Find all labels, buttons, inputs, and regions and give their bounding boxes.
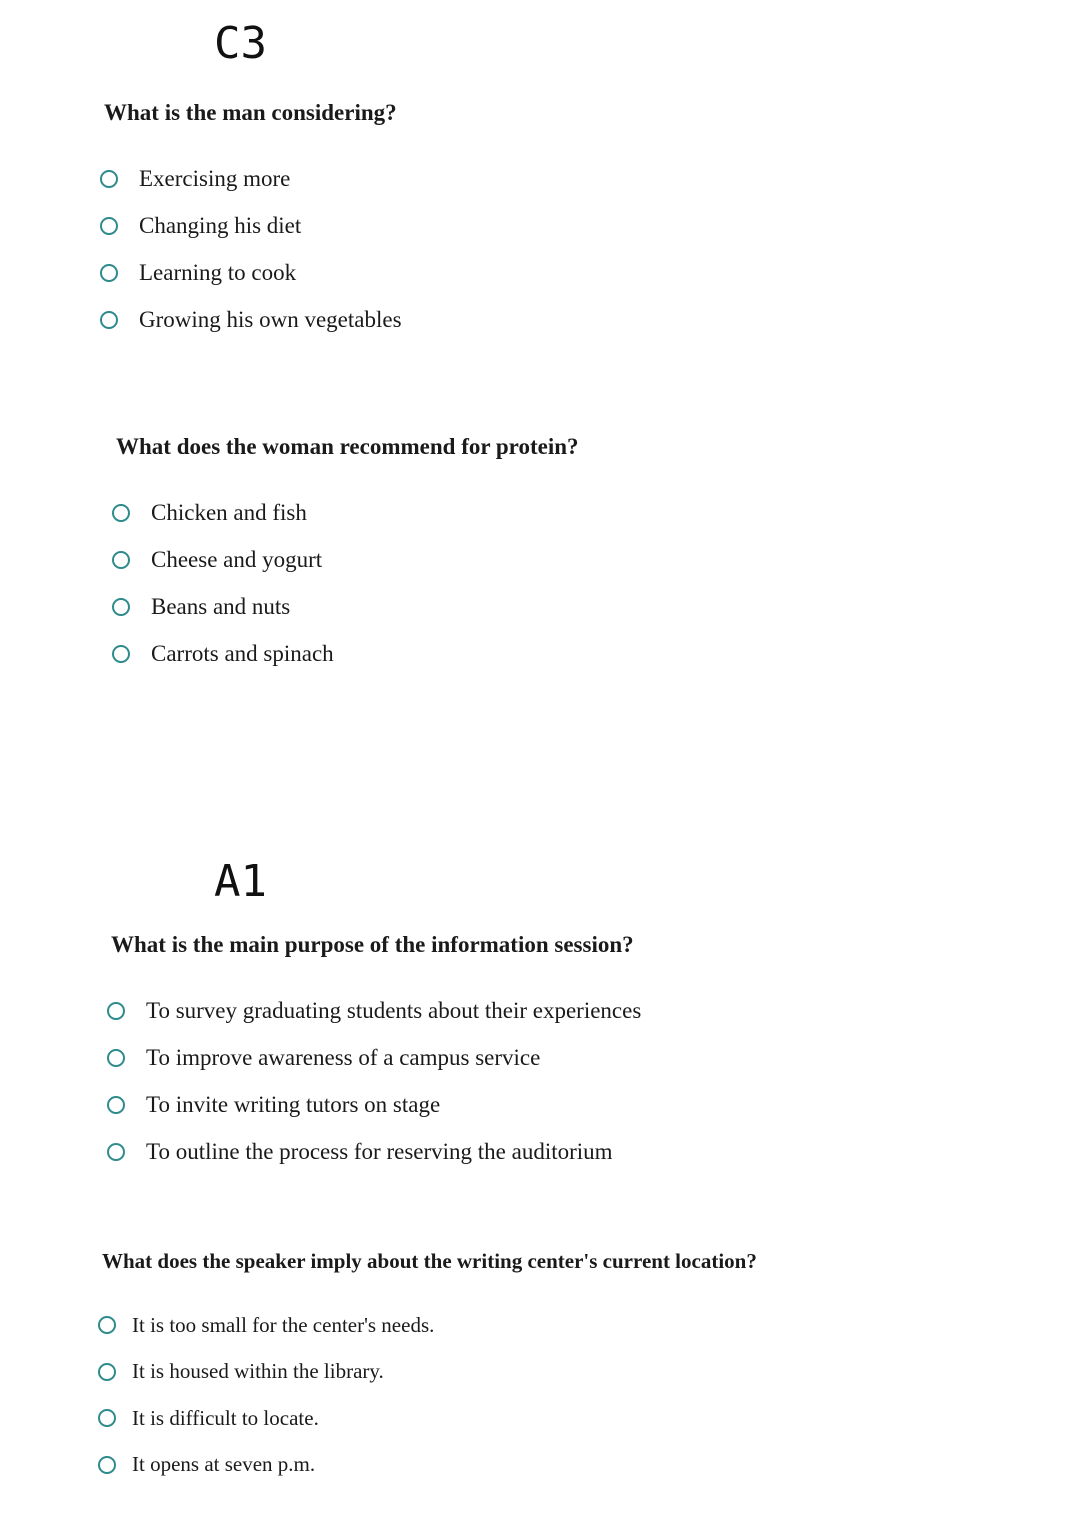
option-1[interactable] bbox=[100, 155, 402, 202]
question-text: What is the main purpose of the information session? bbox=[111, 932, 634, 957]
question-1 bbox=[100, 101, 402, 343]
radio-button[interactable] bbox=[98, 1316, 116, 1334]
option-label: To improve awareness of a campus service bbox=[146, 1045, 541, 1070]
radio-button[interactable] bbox=[100, 217, 118, 235]
options-list bbox=[107, 987, 641, 1175]
radio-button[interactable] bbox=[112, 598, 130, 616]
radio-button[interactable] bbox=[100, 264, 118, 282]
radio-button[interactable] bbox=[107, 1002, 125, 1020]
question-4 bbox=[98, 1251, 757, 1488]
option-label: Chicken and fish bbox=[151, 500, 307, 525]
option-label: Growing his own vegetables bbox=[139, 307, 402, 332]
question-text: What does the woman recommend for protein? bbox=[116, 434, 579, 459]
options-list bbox=[112, 489, 579, 677]
option-label: Carrots and spinach bbox=[151, 641, 334, 666]
option-label: It is too small for the center's needs. bbox=[132, 1312, 435, 1337]
option-3[interactable] bbox=[100, 249, 402, 296]
option-1[interactable] bbox=[107, 987, 641, 1034]
options-list bbox=[98, 1302, 757, 1488]
option-4[interactable] bbox=[98, 1442, 757, 1489]
option-label: It opens at seven p.m. bbox=[132, 1452, 316, 1477]
option-3[interactable] bbox=[107, 1081, 641, 1128]
option-4[interactable] bbox=[100, 296, 402, 343]
option-1[interactable] bbox=[98, 1302, 757, 1349]
options-list bbox=[100, 155, 402, 343]
option-4[interactable] bbox=[107, 1128, 641, 1175]
radio-button[interactable] bbox=[112, 551, 130, 569]
option-label: To invite writing tutors on stage bbox=[146, 1092, 441, 1117]
radio-button[interactable] bbox=[98, 1363, 116, 1381]
option-label: It is housed within the library. bbox=[132, 1359, 384, 1384]
option-label: Cheese and yogurt bbox=[151, 547, 323, 572]
option-3[interactable] bbox=[98, 1395, 757, 1442]
option-label: Exercising more bbox=[139, 166, 291, 191]
option-2[interactable] bbox=[107, 1034, 641, 1081]
option-2[interactable] bbox=[98, 1349, 757, 1396]
option-label: Changing his diet bbox=[139, 213, 302, 238]
option-label: Learning to cook bbox=[139, 260, 297, 285]
radio-button[interactable] bbox=[98, 1409, 116, 1427]
radio-button[interactable] bbox=[107, 1096, 125, 1114]
radio-button[interactable] bbox=[98, 1456, 116, 1474]
option-3[interactable] bbox=[112, 583, 579, 630]
section-heading-a1: A1 bbox=[214, 856, 267, 907]
question-2 bbox=[112, 435, 579, 677]
option-label: Beans and nuts bbox=[151, 594, 291, 619]
radio-button[interactable] bbox=[100, 311, 118, 329]
option-label: To survey graduating students about their experiences bbox=[146, 998, 642, 1023]
question-3 bbox=[107, 933, 641, 1175]
option-1[interactable] bbox=[112, 489, 579, 536]
option-2[interactable] bbox=[112, 536, 579, 583]
option-4[interactable] bbox=[112, 630, 579, 677]
radio-button[interactable] bbox=[112, 645, 130, 663]
option-label: It is difficult to locate. bbox=[132, 1405, 319, 1430]
section-heading-c3: C3 bbox=[214, 18, 267, 69]
option-label: To outline the process for reserving the auditorium bbox=[146, 1139, 613, 1164]
question-text: What does the speaker imply about the writing center's current location? bbox=[102, 1249, 757, 1273]
option-2[interactable] bbox=[100, 202, 402, 249]
question-text: What is the man considering? bbox=[104, 100, 397, 125]
radio-button[interactable] bbox=[100, 170, 118, 188]
radio-button[interactable] bbox=[112, 504, 130, 522]
radio-button[interactable] bbox=[107, 1143, 125, 1161]
radio-button[interactable] bbox=[107, 1049, 125, 1067]
